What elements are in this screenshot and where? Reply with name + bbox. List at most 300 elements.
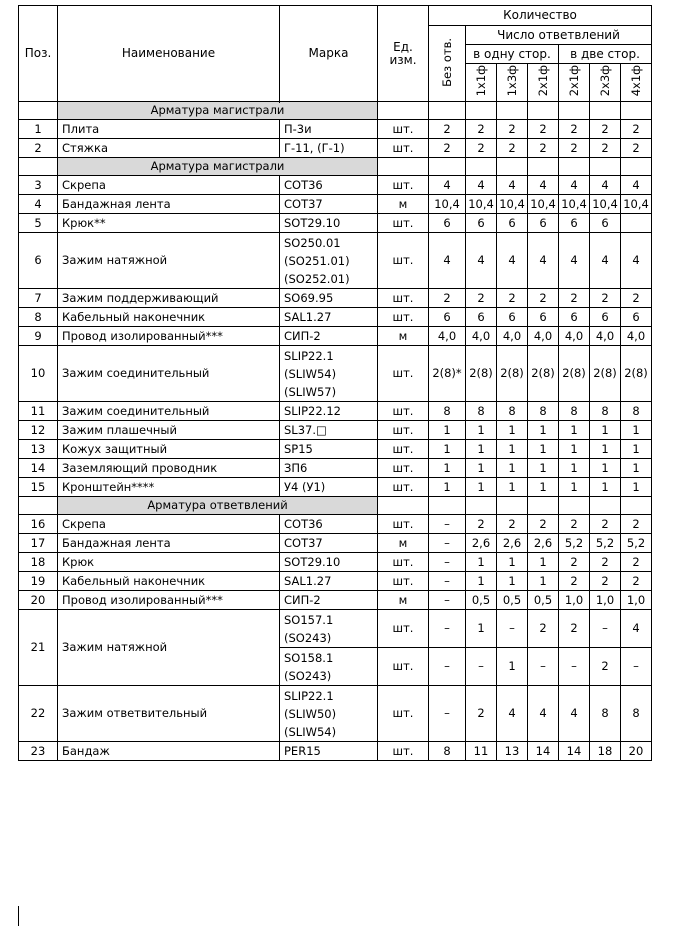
row-qty: 2 — [621, 553, 652, 572]
row-qty: 6 — [559, 308, 590, 327]
row-qty: – — [429, 591, 466, 610]
row-qty: 10,4 — [497, 195, 528, 214]
row-mark — [280, 327, 378, 346]
row-qty: 4 — [621, 233, 652, 289]
row-name: Бандажная лента — [58, 195, 280, 214]
row-unit: шт. — [378, 440, 429, 459]
row-mark — [280, 686, 378, 742]
group-title: Арматура магистрали — [58, 102, 378, 120]
table-row — [19, 515, 652, 534]
table-row — [19, 289, 652, 308]
row-qty: 1 — [528, 478, 559, 497]
row-mark-line: SO250.01 — [284, 235, 341, 250]
row-name: Кабельный наконечник — [58, 572, 280, 591]
row-qty: 2,6 — [497, 534, 528, 553]
group-row — [19, 158, 652, 176]
row-qty: 4 — [497, 176, 528, 195]
row-unit: шт. — [378, 176, 429, 195]
row-qty: 4 — [559, 686, 590, 742]
row-qty: 2 — [466, 139, 497, 158]
row-qty: 2(8) — [621, 346, 652, 402]
row-qty: 1 — [497, 572, 528, 591]
row-pos: 4 — [19, 195, 58, 214]
row-pos: 8 — [19, 308, 58, 327]
row-qty: 2 — [466, 515, 497, 534]
row-qty: 1 — [559, 421, 590, 440]
row-mark-line: SAL1.27 — [284, 574, 332, 588]
row-qty: 1 — [590, 421, 621, 440]
row-qty: 1 — [528, 553, 559, 572]
table-row — [19, 534, 652, 553]
row-qty: – — [429, 648, 466, 686]
header-unit: Ед. изм. — [378, 6, 429, 102]
group-qty-cell — [559, 497, 590, 515]
row-mark-line: SLIP22.1 — [284, 688, 334, 703]
row-qty: 2 — [429, 139, 466, 158]
row-qty: 2 — [528, 120, 559, 139]
row-qty: 2(8) — [559, 346, 590, 402]
row-qty: 4 — [497, 233, 528, 289]
row-qty: 2 — [590, 553, 621, 572]
row-qty: 6 — [621, 308, 652, 327]
row-qty: – — [621, 648, 652, 686]
row-mark-line: SP15 — [284, 442, 313, 456]
row-qty: 2 — [590, 289, 621, 308]
row-qty: 4 — [621, 176, 652, 195]
row-mark — [280, 610, 378, 648]
row-qty: 14 — [559, 742, 590, 761]
row-qty: 1 — [466, 610, 497, 648]
row-qty: 2,6 — [528, 534, 559, 553]
group-qty-cell — [590, 497, 621, 515]
row-qty: 0,5 — [528, 591, 559, 610]
header-one-side: в одну стор. — [466, 45, 559, 64]
row-mark — [280, 421, 378, 440]
row-qty: 4 — [621, 610, 652, 648]
row-name: Заземляющий проводник — [58, 459, 280, 478]
row-qty: 6 — [497, 308, 528, 327]
row-pos: 17 — [19, 534, 58, 553]
row-qty: 1 — [497, 459, 528, 478]
row-qty: 8 — [621, 402, 652, 421]
row-pos: 11 — [19, 402, 58, 421]
row-unit: шт. — [378, 459, 429, 478]
row-qty: 8 — [590, 402, 621, 421]
row-qty: 4,0 — [466, 327, 497, 346]
row-qty: – — [528, 648, 559, 686]
group-unit-cell — [378, 497, 429, 515]
frame-line — [18, 906, 19, 926]
row-qty: 8 — [621, 686, 652, 742]
row-name: Плита — [58, 120, 280, 139]
group-qty-cell — [559, 102, 590, 120]
row-mark-line: SO69.95 — [284, 291, 334, 305]
row-qty: 20 — [621, 742, 652, 761]
row-mark — [280, 289, 378, 308]
row-pos: 16 — [19, 515, 58, 534]
row-qty: 11 — [466, 742, 497, 761]
row-unit: шт. — [378, 515, 429, 534]
row-qty: 2 — [528, 610, 559, 648]
row-qty: 4,0 — [559, 327, 590, 346]
row-qty: – — [466, 648, 497, 686]
header-quantity: Количество — [429, 6, 652, 26]
row-qty: 2(8) — [497, 346, 528, 402]
row-qty: 2 — [559, 553, 590, 572]
row-qty: 1 — [466, 421, 497, 440]
row-qty: 6 — [559, 214, 590, 233]
header-col-1 — [466, 64, 497, 102]
row-name: Зажим плашечный — [58, 421, 280, 440]
group-pos-cell — [19, 102, 58, 120]
row-qty: 0,5 — [497, 591, 528, 610]
table-row — [19, 402, 652, 421]
row-qty: 6 — [528, 214, 559, 233]
row-name: Крюк** — [58, 214, 280, 233]
row-qty: 6 — [497, 214, 528, 233]
group-row — [19, 497, 652, 515]
row-qty: 1 — [528, 421, 559, 440]
row-qty: 10,4 — [466, 195, 497, 214]
group-row — [19, 102, 652, 120]
table-row — [19, 139, 652, 158]
row-qty: 2 — [497, 139, 528, 158]
group-qty-cell — [528, 497, 559, 515]
row-unit: шт. — [378, 402, 429, 421]
group-qty-cell — [528, 158, 559, 176]
row-unit: м — [378, 591, 429, 610]
row-qty: 10,4 — [559, 195, 590, 214]
row-qty: 4 — [466, 176, 497, 195]
row-name: Скрепа — [58, 515, 280, 534]
row-qty: 4 — [429, 176, 466, 195]
table-row — [19, 478, 652, 497]
row-qty: 8 — [429, 742, 466, 761]
row-qty: 1 — [559, 478, 590, 497]
row-qty: 1 — [621, 421, 652, 440]
row-mark-line: Г-11, (Г-1) — [284, 141, 345, 155]
row-qty: 2(8) — [466, 346, 497, 402]
table-row — [19, 327, 652, 346]
row-unit: шт. — [378, 346, 429, 402]
group-pos-cell — [19, 158, 58, 176]
row-unit: шт. — [378, 214, 429, 233]
row-qty: 2 — [621, 515, 652, 534]
row-qty — [621, 214, 652, 233]
header-col-label: 2x3ф — [597, 65, 612, 97]
table-row — [19, 591, 652, 610]
table-body — [19, 102, 652, 761]
row-mark-line: (SO252.01) — [284, 271, 350, 286]
row-qty: 2 — [497, 289, 528, 308]
row-pos: 1 — [19, 120, 58, 139]
row-mark-line: (SLIW57) — [284, 384, 337, 399]
row-qty: 1 — [621, 478, 652, 497]
row-name: Кабельный наконечник — [58, 308, 280, 327]
specification-table-container — [18, 5, 652, 761]
header-col-2 — [497, 64, 528, 102]
row-qty: 1 — [590, 478, 621, 497]
row-mark-line: SLIP22.12 — [284, 404, 341, 418]
row-unit: шт. — [378, 120, 429, 139]
row-qty: 4 — [590, 176, 621, 195]
row-mark — [280, 478, 378, 497]
row-pos: 5 — [19, 214, 58, 233]
row-mark-line: SL37.□ — [284, 423, 327, 437]
header-col-4 — [559, 64, 590, 102]
row-name: Кожух защитный — [58, 440, 280, 459]
row-qty: 1 — [621, 440, 652, 459]
table-row — [19, 195, 652, 214]
row-unit: шт. — [378, 686, 429, 742]
group-title: Арматура магистрали — [58, 158, 378, 176]
row-name: Зажим соединительный — [58, 346, 280, 402]
row-pos: 21 — [19, 610, 58, 686]
group-qty-cell — [466, 102, 497, 120]
row-name: Зажим ответвительный — [58, 686, 280, 742]
row-mark-line: SO158.1 — [284, 650, 334, 665]
row-mark — [280, 214, 378, 233]
row-qty: 1 — [497, 478, 528, 497]
row-mark — [280, 591, 378, 610]
row-qty: 13 — [497, 742, 528, 761]
group-qty-cell — [429, 497, 466, 515]
row-qty: 2 — [559, 572, 590, 591]
row-qty: – — [590, 610, 621, 648]
row-name: Зажим поддерживающий — [58, 289, 280, 308]
row-qty: 1 — [429, 478, 466, 497]
row-qty: 4 — [528, 686, 559, 742]
row-qty: – — [429, 572, 466, 591]
table-row — [19, 421, 652, 440]
row-mark-line: PER15 — [284, 744, 321, 758]
row-qty: 5,2 — [621, 534, 652, 553]
row-mark-line: (SO243) — [284, 630, 332, 645]
row-qty: 2 — [590, 120, 621, 139]
row-qty: 2 — [590, 515, 621, 534]
table-row — [19, 459, 652, 478]
row-qty: 1 — [497, 648, 528, 686]
row-qty: 2,6 — [466, 534, 497, 553]
row-mark-line: П-3и — [284, 122, 312, 136]
row-qty: 2 — [429, 289, 466, 308]
row-qty: 1 — [528, 459, 559, 478]
row-mark — [280, 648, 378, 686]
row-name: Стяжка — [58, 139, 280, 158]
row-qty: – — [429, 686, 466, 742]
group-qty-cell — [621, 497, 652, 515]
table-row — [19, 610, 652, 648]
row-mark — [280, 459, 378, 478]
row-qty: 2 — [590, 648, 621, 686]
row-qty: 6 — [429, 214, 466, 233]
group-qty-cell — [429, 158, 466, 176]
row-pos: 15 — [19, 478, 58, 497]
row-pos: 6 — [19, 233, 58, 289]
row-qty: 2 — [528, 289, 559, 308]
row-pos: 9 — [19, 327, 58, 346]
group-pos-cell — [19, 497, 58, 515]
row-qty: 1 — [559, 440, 590, 459]
row-qty: 6 — [590, 308, 621, 327]
row-qty: – — [429, 553, 466, 572]
row-qty: 4,0 — [590, 327, 621, 346]
row-qty: 6 — [429, 308, 466, 327]
row-qty: 0,5 — [466, 591, 497, 610]
group-qty-cell — [590, 102, 621, 120]
header-col-3 — [528, 64, 559, 102]
row-qty: 2 — [466, 686, 497, 742]
header-col-5 — [590, 64, 621, 102]
row-name: Крюк — [58, 553, 280, 572]
header-mark: Марка — [280, 6, 378, 102]
row-qty: 1 — [590, 459, 621, 478]
row-qty: 18 — [590, 742, 621, 761]
row-qty: 2 — [621, 289, 652, 308]
row-qty: 4,0 — [497, 327, 528, 346]
row-qty: 1 — [429, 440, 466, 459]
row-pos: 2 — [19, 139, 58, 158]
table-header — [19, 6, 652, 102]
row-mark — [280, 402, 378, 421]
header-col-6 — [621, 64, 652, 102]
row-qty: 14 — [528, 742, 559, 761]
group-qty-cell — [497, 497, 528, 515]
header-name: Наименование — [58, 6, 280, 102]
row-qty: 1 — [466, 459, 497, 478]
row-qty: 2 — [590, 139, 621, 158]
row-mark — [280, 176, 378, 195]
row-qty: 1 — [528, 440, 559, 459]
group-qty-cell — [497, 158, 528, 176]
table-row — [19, 686, 652, 742]
row-qty: 8 — [429, 402, 466, 421]
row-pos: 13 — [19, 440, 58, 459]
header-col-label: 2x1ф — [535, 65, 550, 97]
row-mark — [280, 742, 378, 761]
row-mark — [280, 515, 378, 534]
row-qty: – — [429, 515, 466, 534]
row-qty: 2 — [621, 120, 652, 139]
row-qty: 2 — [466, 120, 497, 139]
row-qty: 1 — [497, 553, 528, 572]
row-mark-line: COT37 — [284, 197, 323, 211]
group-qty-cell — [559, 158, 590, 176]
group-qty-cell — [590, 158, 621, 176]
row-qty: 1,0 — [621, 591, 652, 610]
row-qty: – — [429, 610, 466, 648]
row-qty: 6 — [466, 214, 497, 233]
row-qty: 1 — [466, 553, 497, 572]
group-qty-cell — [466, 497, 497, 515]
row-mark — [280, 572, 378, 591]
row-qty: 4 — [590, 233, 621, 289]
row-qty: 4 — [429, 233, 466, 289]
row-qty: 2(8)* — [429, 346, 466, 402]
header-two-sides: в две стор. — [559, 45, 652, 64]
row-pos: 22 — [19, 686, 58, 742]
row-qty: 1 — [621, 459, 652, 478]
row-qty: 8 — [497, 402, 528, 421]
group-unit-cell — [378, 158, 429, 176]
row-unit: шт. — [378, 289, 429, 308]
row-unit: шт. — [378, 572, 429, 591]
row-qty: 2 — [497, 120, 528, 139]
group-qty-cell — [528, 102, 559, 120]
row-qty: 1 — [497, 421, 528, 440]
row-mark-line: (SO251.01) — [284, 253, 350, 268]
table-row — [19, 176, 652, 195]
row-qty: 5,2 — [590, 534, 621, 553]
row-mark-line: SAL1.27 — [284, 310, 332, 324]
row-qty: 2 — [429, 120, 466, 139]
row-qty: 1 — [559, 459, 590, 478]
row-unit: м — [378, 534, 429, 553]
table-row — [19, 346, 652, 402]
row-qty: 1 — [466, 440, 497, 459]
row-qty: 6 — [528, 308, 559, 327]
header-col-label: 4x1ф — [628, 65, 643, 97]
row-name: Скрепа — [58, 176, 280, 195]
row-mark — [280, 346, 378, 402]
row-pos: 20 — [19, 591, 58, 610]
group-title: Арматура ответвлений — [58, 497, 378, 515]
row-name: Провод изолированный*** — [58, 327, 280, 346]
row-mark-line: SO157.1 — [284, 612, 334, 627]
row-mark-line: (SO243) — [284, 668, 332, 683]
row-qty: 1 — [528, 572, 559, 591]
row-unit: шт. — [378, 648, 429, 686]
row-mark-line: (SLIW54) — [284, 724, 337, 739]
row-unit: шт. — [378, 610, 429, 648]
table-row — [19, 572, 652, 591]
row-qty: 4,0 — [621, 327, 652, 346]
row-mark-line: (SLIW54) — [284, 366, 337, 381]
row-qty: 4 — [528, 233, 559, 289]
row-qty: 1,0 — [590, 591, 621, 610]
row-mark-line: COT36 — [284, 517, 323, 531]
row-qty: 1 — [466, 478, 497, 497]
header-no-branch-label: Без отв. — [439, 37, 454, 87]
row-mark — [280, 120, 378, 139]
table-row — [19, 233, 652, 289]
row-qty: 2(8) — [590, 346, 621, 402]
header-col-label: 1x1ф — [473, 65, 488, 97]
row-qty: 8 — [466, 402, 497, 421]
row-name: Зажим соединительный — [58, 402, 280, 421]
row-unit: шт. — [378, 308, 429, 327]
row-qty: 2 — [559, 120, 590, 139]
row-unit: шт. — [378, 742, 429, 761]
row-mark — [280, 233, 378, 289]
row-qty: 2 — [590, 572, 621, 591]
row-pos: 10 — [19, 346, 58, 402]
table-row — [19, 553, 652, 572]
row-pos: 12 — [19, 421, 58, 440]
row-qty: 4 — [497, 686, 528, 742]
row-qty: 4,0 — [429, 327, 466, 346]
row-name: Бандаж — [58, 742, 280, 761]
row-qty: 2 — [621, 572, 652, 591]
row-mark-line: ЗП6 — [284, 461, 308, 475]
group-qty-cell — [466, 158, 497, 176]
header-col-label: 1x3ф — [504, 65, 519, 97]
row-mark-line: SOT29.10 — [284, 555, 341, 569]
row-qty: 1 — [590, 440, 621, 459]
row-qty: 2 — [559, 515, 590, 534]
table-row — [19, 440, 652, 459]
row-name: Зажим натяжной — [58, 233, 280, 289]
